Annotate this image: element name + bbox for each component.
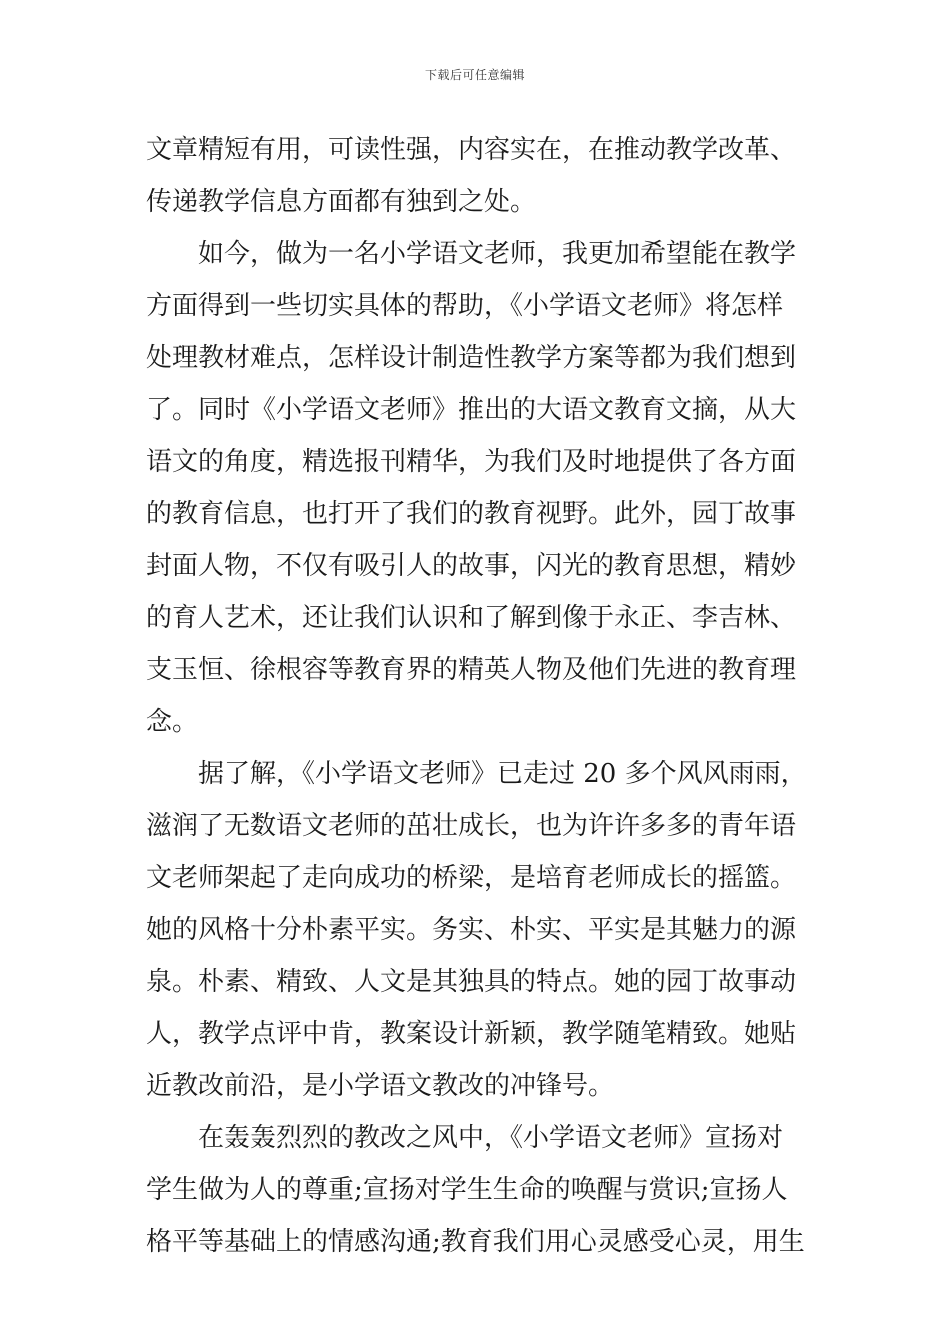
text-line: 方面得到一些切实具体的帮助，《小学语文老师》将怎样 bbox=[146, 291, 784, 321]
text-line: 传递教学信息方面都有独到之处。 bbox=[146, 187, 537, 217]
text-line: 泉。朴素、精致、人文是其独具的特点。她的园丁故事动 bbox=[146, 967, 797, 997]
text-line: 她的风格十分朴素平实。务实、朴实、平实是其魅力的源 bbox=[146, 915, 797, 945]
text-line: 的育人艺术，还让我们认识和了解到像于永正、李吉林、 bbox=[146, 603, 797, 633]
text-line: 封面人物，不仅有吸引人的故事，闪光的教育思想，精妙 bbox=[146, 551, 797, 581]
text-line: 在轰轰烈烈的教改之风中，《小学语文老师》宣扬对 bbox=[198, 1123, 784, 1153]
text-line: 据了解，《小学语文老师》已走过 20 多个风风雨雨， bbox=[198, 759, 807, 789]
text-line: 念。 bbox=[146, 707, 199, 737]
text-line: 支玉恒、徐根容等教育界的精英人物及他们先进的教育理 bbox=[146, 655, 797, 685]
text-line: 如今，做为一名小学语文老师，我更加希望能在教学 bbox=[198, 239, 797, 269]
text-line: 格平等基础上的情感沟通;教育我们用心灵感受心灵，用生 bbox=[146, 1227, 805, 1257]
text-line: 处理教材难点，怎样设计制造性教学方案等都为我们想到 bbox=[146, 343, 797, 373]
text-line: 了。同时《小学语文老师》推出的大语文教育文摘，从大 bbox=[146, 395, 797, 425]
text-line: 文老师架起了走向成功的桥梁，是培育老师成长的摇篮。 bbox=[146, 863, 797, 893]
text-line: 语文的角度，精选报刊精华，为我们及时地提供了各方面 bbox=[146, 447, 797, 477]
text-line: 的教育信息，也打开了我们的教育视野。此外，园丁故事 bbox=[146, 499, 797, 529]
text-line: 近教改前沿，是小学语文教改的冲锋号。 bbox=[146, 1071, 615, 1101]
page-header: 下载后可任意编辑 bbox=[424, 68, 525, 82]
text-line: 人，教学点评中肯，教案设计新颖，教学随笔精致。她贴 bbox=[146, 1019, 797, 1049]
text-line: 学生做为人的尊重;宣扬对学生生命的唤醒与赏识;宣扬人 bbox=[146, 1175, 788, 1205]
document-body bbox=[146, 124, 810, 1268]
text-line: 滋润了无数语文老师的茁壮成长，也为许许多多的青年语 bbox=[146, 811, 797, 841]
text-line: 文章精短有用，可读性强，内容实在，在推动教学改革、 bbox=[146, 135, 797, 165]
